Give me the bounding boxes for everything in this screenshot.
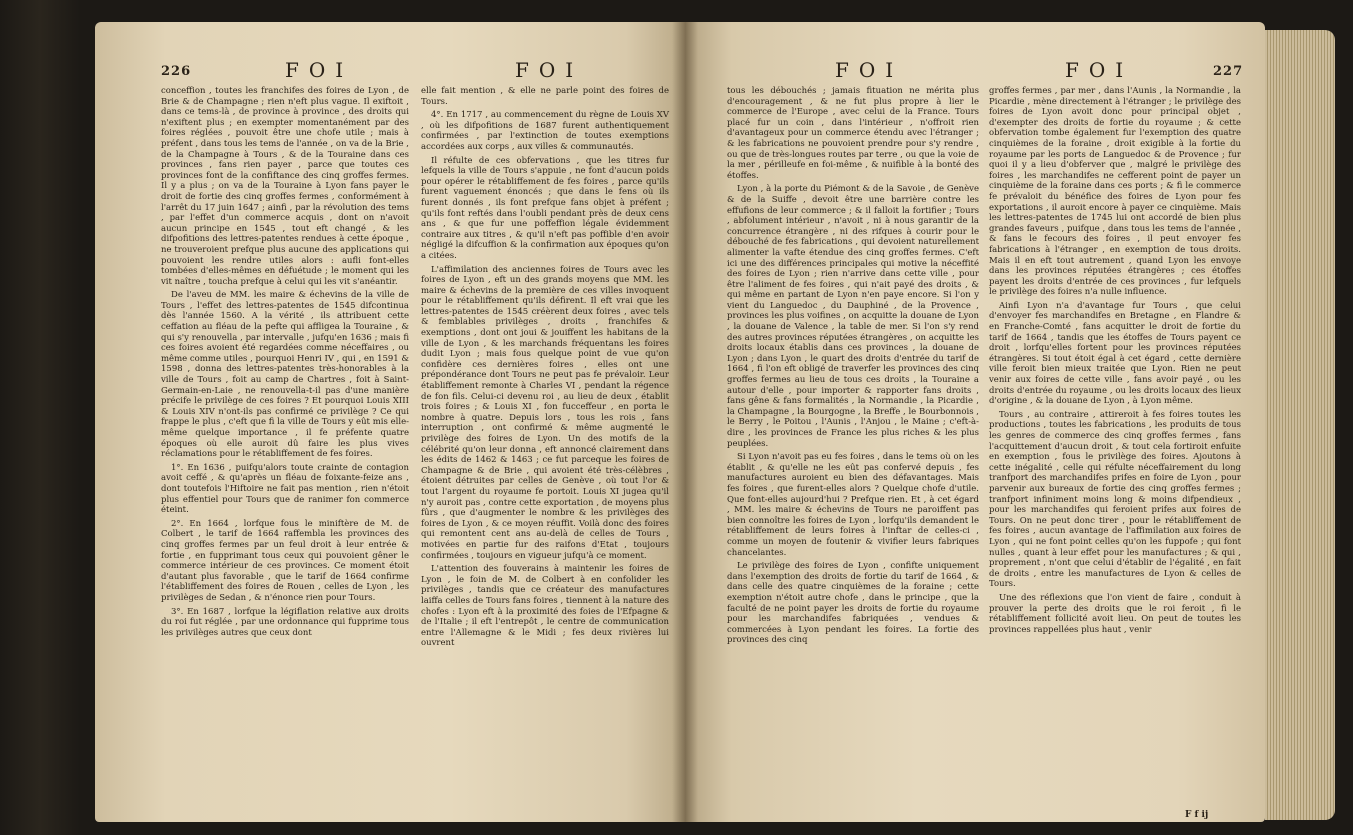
paragraph: conceffion , toutes les franchifes des foires de Lyon , de Brie & de Champagne ; rien n'eft plus vague. Il exiftoit , dans ce tems-là , de province à province , des droits qui n'exiftent plus ; en exempter momentanément par des foires réglées , pouvoit être une chofe utile ; mais à préfent , dans tous les tems de l'année , on va de la Brie , de la Champagne à Tours , & de la Touraine dans ces provinces , fans rien payer , parce que toutes ces provinces font de la confiftance des cinq groffes fermes. Il y a plus ; on va de la Touraine à Lyon fans payer le droit de fortie des cinq groffes fermes , conformément à l'arrêt du 17 juin 1647 ; ainfi , par la révolution des tems , par l'effet d'un commerce acquis , dont on n'avoit aucun principe en 1545 , tout eft changé , & les difpofitions des lettres-patentes rendues à cette époque , ne trouveroient prefque plus aucune des applications qui pouvoient les rendre utiles alors : aufli font-elles tombées d'elles-mêmes en défuétude ; le moment qui les vit naître , toucha prefque à celui qui les vit s'anéantir. bbox=[161, 86, 409, 287]
paragraph: Une des réflexions que l'on vient de faire , conduit à prouver la perte des droits que le roi feroit , fi le rétabliffement follicité avoit lieu. On peut de toutes les provinces rappellées plus haut , venir bbox=[989, 592, 1241, 635]
right-page-column-2 bbox=[989, 86, 1241, 638]
left-page bbox=[95, 22, 685, 822]
right-page-column-1 bbox=[727, 86, 979, 649]
left-page-column-2 bbox=[421, 86, 669, 652]
paragraph: 2°. En 1664 , lorfque fous le miniftère de M. de Colbert , le tarif de 1664 raffembla les provinces des cinq groffes fermes par un feul droit à leur entrée & fortie , en fupprimant tous ceux qui pouvoient gêner le commerce intérieur de ces provinces. Ce moment étoit d'autant plus favorable , que le tarif de 1664 confirme l'établiffement des foires de Rouen , celles de Lyon , les privilèges de Sedan , & n'énonce rien pour Tours. bbox=[161, 518, 409, 603]
running-head-right-2: FOI bbox=[1065, 58, 1134, 82]
paragraph: Si Lyon n'avoit pas eu fes foires , dans le tems où on les établit , & qu'elle ne les eût pas confervé depuis , fes manufactures auroient eu bien des défavantages. Mais fes foires , que furent-elles alors ? Quelque chofe d'utile. Que font-elles aujourd'hui ? Prefque rien. Et , à cet égard , MM. les maire & échevins de Tours ne paroiffent pas bien connoître les foires de Lyon , lorfqu'ils demandent le rétabliffement de leurs foires à l'inftar de celles-ci , comme un moyen de foutenir & vivifier leurs fabriques chancelantes. bbox=[727, 452, 979, 558]
paragraph: elle fait mention , & elle ne parle point des foires de Tours. bbox=[421, 86, 669, 107]
page-number-right: 227 bbox=[1213, 64, 1244, 79]
running-head-left-2: FOI bbox=[515, 58, 584, 82]
paragraph: tous les débouchés ; jamais fituation ne mérita plus d'encouragement , & ne fut plus propre à lier le commerce de l'Europe , avec celui de la France. Tours placé fur un coin , dans l'intérieur , n'offroit rien d'avantageux pour un commerce étendu avec l'étranger ; & les fabrications ne pouvoient prendre pour s'y rendre , ou que de très-longues routes par terre , ou que la voie de la mer , périlleufe en foi-même , & nuifible à la bonté des étoffes. bbox=[727, 86, 979, 181]
paragraph: 3°. En 1687 , lorfque la légiflation relative aux droits du roi fut réglée , par une ordonnance qui fupprime tous les privilèges autres que ceux dont bbox=[161, 606, 409, 638]
page-edge-stack bbox=[1265, 30, 1335, 820]
paragraph: De l'aveu de MM. les maire & échevins de la ville de Tours , l'effet des lettres-patentes de 1545 difcontinua dès l'année 1560. A la vérité , ils attribuent cette ceffation au fléau de la pefte qui affligea la Touraine , & qui s'y renouvella , par intervalle , jufqu'en 1636 ; mais fi ces foires avoient été regardées comme néceffaires , ou même comme utiles , pourquoi Henri IV , qui , en 1591 & 1598 , donna des lettres-patentes très-honorables à la ville de Tours , foit au camp de Chartres , foit à Saint-Germain-en-Laie , ne renouvella-t-il pas d'une manière précife le privilège de ces foires ? Et pourquoi Louis XIII & Louis XIV n'ont-ils pas confirmé ce privilège ? Ce qui frappe le plus , c'eft que fi la ville de Tours y eût mis elle-même quelque importance , il fe préfente quatre époques où elle auroit dû faire les plus vives réclamations pour le rétabliffement de fes foires. bbox=[161, 290, 409, 460]
paragraph: Il réfulte de ces obfervations , que les titres fur lefquels la ville de Tours s'appuie , ne font d'aucun poids pour opérer le rétabliffement de fes foires , parce qu'ils furent vaguement énoncés ; que dans le fens où ils furent donnés , ils font prefque fans objet à préfent ; qu'ils font reftés dans l'oubli pendant près de deux cens ans , & que fur une poffeffion légale évidemment contraire aux titres , & qu'il n'eft pas poffible d'en avoir négligé la difcuffion & la confirmation aux époques qu'on a citées. bbox=[421, 155, 669, 261]
paragraph: L'attention des fouverains à maintenir les foires de Lyon , le foin de M. de Colbert à en confolider les privilèges , tandis que ce créateur des manufactures laiffa celles de Tours fans foires , tiennent à la nature des chofes : Lyon eft à la proximité des foies de l'Efpagne & de l'Italie ; il eft l'entrepôt , le centre de communication entre l'Allemagne & le Midi ; fes deux rivières lui ouvrent bbox=[421, 564, 669, 649]
left-page-column-1 bbox=[161, 86, 409, 641]
paragraph: L'affimilation des anciennes foires de Tours avec les foires de Lyon , eft un des grands moyens que MM. les maire & échevins de la première de ces villes invoquent pour le rétabliffement qu'ils défirent. Il eft vrai que les lettres-patentes de 1545 créèrent deux foires , avec tels & femblables privilèges , droits , franchifes & exemptions , dont ont joui & jouiffent les habitans de la ville de Lyon , & les marchands fréquentans les foires dudit Lyon ; mais fous quelque point de vue qu'on confidère ces dernières foires , elles ont une prépondérance dont Tours ne peut pas fe prévaloir. Leur établiffement remonte à Charles VI , pendant la régence de fon fils. Celui-ci devenu roi , au lieu de deux , établit trois foires ; & Louis XI , fon fucceffeur , en porta le nombre à quatre. Depuis lors , tous les rois , fans interruption , ont confirmé & même augmenté le privilège des foires de Lyon. Un des motifs de la célébrité qu'on leur donna , eft annoncé clairement dans les édits de 1462 & 1463 ; ce fut parceque les foires de Champagne & de Brie , qui avoient été très-célèbres , étoient détruites par celles de Genève , où tout l'or & tout l'argent du royaume fe portoit. Louis XI jugea qu'il n'y auroit pas , contre cette exportation , de moyens plus fûrs , que d'augmenter le nombre & les privilèges des foires de Lyon , & ce moyen réuffit. Voilà donc des foires qui remontent cent ans au-delà de celles de Tours , motivées en partie fur des raifons d'Etat , toujours confirmées , toujours en vigueur jufqu'à ce moment. bbox=[421, 264, 669, 561]
paragraph: groffes fermes , par mer , dans l'Aunis , la Normandie , la Picardie , mène directement à l'étranger ; le privilège des foires de Lyon avoit donc pour principal objet , d'exempter des droits de fortie du royaume ; & cette obfervation tombe également fur l'exemption des quatre cinquièmes de la foraine , droit exigible à la fortie du royaume par les ports de Languedoc & de Provence ; fur quoi il y a lieu d'obferver que , malgré le privilège des foires , les marchandifes ne cefferent point de payer un cinquième de la foraine dans ces ports ; & fi le commerce fe prévaloit du bénéfice des foires de Lyon pour fes exportations , il auroit encore à payer ce cinquième. Mais les lettres-patentes de 1745 lui ont accordé de bien plus grandes faveurs , puifque , dans tous les tems de l'année , & fans le fecours des foires , il peut envoyer fes fabrications à l'étranger , en exemption de tous droits. Mais il en eft tout autrement , quand Lyon les envoye dans les provinces réputées étrangères ; ces étoffes payent les droits d'entrée de ces provinces , fur lefquels le privilège des foires n'a nulle influence. bbox=[989, 86, 1241, 298]
page-number-left: 226 bbox=[161, 64, 192, 79]
paragraph: Lyon , à la porte du Piémont & de la Savoie , de Genève & de la Suiffe , devoit être une barrière contre les effufions de leur commerce ; & il falloit la fortifier ; Tours , abfolument intérieur , n'avoit , ni à nous garantir de la concurrence étrangère , ni des rifques à courir pour le débouché de fes fabrications , qui devoient naturellement alimenter la vafte étendue des cinq groffes fermes. C'eft ici une des différences principales qui motive la néceffité des foires de Lyon ; rien n'arrive dans cette ville , pour être l'aliment de fes foires , qui n'ait payé des droits , & qui même en partant de Lyon n'en paye encore. Si l'on y vient du Languedoc , du Dauphiné , de la Provence , provinces les plus voifines , on acquitte la douane de Lyon , la douane de Valence , la table de mer. Si l'on s'y rend des autres provinces réputées étrangères , on acquitte les droits locaux établis dans ces provinces , la douane de Lyon ; dans Lyon , le quart des droits d'entrée du tarif de 1664 , fi l'on eft obligé de traverfer les provinces des cinq groffes fermes au lieu de tous ces droits , la Touraine a autour d'elle , pour importer & rapporter fans droits , fans gêne & fans formalités , la Normandie , la Picardie , la Champagne , la Bourgogne , la Breffe , le Bourbonnois , le Berry , le Poitou , l'Aunis , l'Anjou , le Maine ; c'eft-à-dire , les provinces de France les plus riches & les plus peuplées. bbox=[727, 184, 979, 449]
right-page bbox=[685, 22, 1265, 822]
paragraph: 1°. En 1636 , puifqu'alors toute crainte de contagion avoit ceffé , & qu'après un fléau de foixante-feize ans , dont toutefois l'Hiftoire ne fait pas mention , rien n'étoit plus effentiel pour Tours que de ranimer fon commerce éteint. bbox=[161, 462, 409, 516]
paragraph: Tours , au contraire , attireroit à fes foires toutes les productions , toutes les fabrications , les produits de tous les genres de commerce des cinq groffes fermes , fans l'acquittement d'aucun droit , & tout cela fortiroit enfuite en exemption , fous le privilège des foires. Ajoutons à cette inégalité , celle qui réfulte néceffairement du long tranfport des marchandifes prifes en foire de Lyon , pour parvenir aux bureaux de fortie des cinq groffes fermes ; tranfport infiniment moins long & moins difpendieux , pour les marchandifes qui feroient prifes aux foires de Tours. On ne peut donc tirer , pour le rétabliffement de fes foires , aucun avantage de l'affimilation aux foires de Lyon , qui ne font point celles qu'on les fuppofe ; qui font nulles , quant à leur effet pour les manufactures ; & qui , proprement , n'ont que celui d'établir de l'égalité , en fait de droits , entre les manufactures de Lyon & celles de Tours. bbox=[989, 409, 1241, 590]
paragraph: 4°. En 1717 , au commencement du règne de Louis XV , où les difpofitions de 1687 furent authentiquement confirmées , par l'extinction de toutes exemptions accordées aux corps , aux villes & communautés. bbox=[421, 110, 669, 152]
running-head-right-1: FOI bbox=[835, 58, 904, 82]
paragraph: Ainfi Lyon n'a d'avantage fur Tours , que celui d'envoyer fes marchandifes en Bretagne , en Flandre & en Franche-Comté , fans acquitter le droit de fortie du tarif de 1664 , tandis que les étoffes de Tours payent ce droit , lorfqu'elles fortent pour les provinces réputées étrangères. Si tout étoit égal à cet égard , cette dernière ville feroit bien mieux traitée que Lyon. Rien ne peut venir aux foires de cette ville , fans avoir payé , ou les droits d'entrée du royaume , ou les droits locaux des lieux d'origine , & la douane de Lyon , à Lyon même. bbox=[989, 300, 1241, 407]
book-gutter bbox=[672, 22, 698, 822]
signature-mark: F f ij bbox=[1185, 810, 1209, 820]
running-head-left-1: FOI bbox=[285, 58, 354, 82]
paragraph: Le privilège des foires de Lyon , confifte uniquement dans l'exemption des droits de fortie du tarif de 1664 , & dans celle des quatre cinquièmes de la foraine ; cette exemption n'étoit autre chofe , dans le principe , que la faculté de ne point payer les droits de fortie du royaume pour les marchandifes fabriquées , vendues & commercées à Lyon pendant les foires. La fortie des provinces des cinq bbox=[727, 561, 979, 646]
